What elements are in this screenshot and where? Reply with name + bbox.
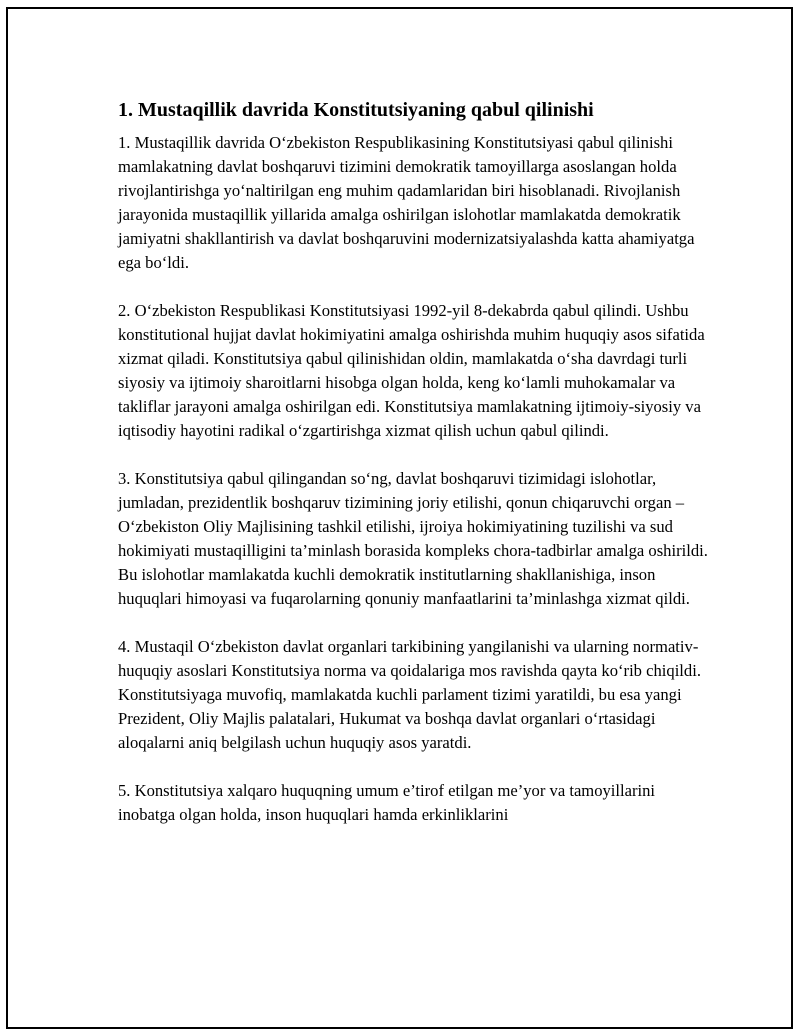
paragraph-5: 5. Konstitutsiya xalqaro huquqning umum e’tirof etilgan me’yor va tamoyillarini inobatga olgan holda, inson huquqlari hamda erkinliklarini	[118, 781, 656, 824]
document-body	[118, 97, 708, 851]
paragraph-2: 2. O‘zbekiston Respublikasi Konstitutsiyasi 1992-yil 8-dekabrda qabul qilindi. Ushbu konstitutional hujjat davlat hokimiyatini amalga oshirishda muhim huquqiy asos sifatida xizmat qiladi. Konstitutsiya qabul qilinishidan oldin, mamlakatda o‘sha davrdagi turli siyosiy va ijtimoiy sharoitlarni hisobga olgan holda, keng ko‘lamli muhokamalar va takliflar jarayoni amalga oshirilgan edi. Konstitutsiya mamlakatning ijtimoiy-siyosiy va iqtisodiy hayotini radikal o‘zgartirishga xizmat qilish uchun qabul qilindi.	[118, 301, 705, 440]
paragraph-1: 1. Mustaqillik davrida O‘zbekiston Respublikasining Konstitutsiyasi qabul qilinishi mamlakatning davlat boshqaruvi tizimini demokratik tamoyillarga asoslangan holda rivojlantirishga yo‘naltirilgan eng muhim qadamlaridan biri hisoblanadi. Rivojlanish jarayonida mustaqillik yillarida amalga oshirilgan islohotlar mamlakatda demokratik jamiyatni shakllantirish va davlat boshqaruvini modernizatsiyalashda katta ahamiyatga ega bo‘ldi.	[118, 133, 695, 272]
page-frame	[6, 7, 793, 1029]
paragraph-4: 4. Mustaqil O‘zbekiston davlat organlari tarkibining yangilanishi va ularning normativ-huquqiy asoslari Konstitutsiya norma va qoidalariga mos ravishda qayta ko‘rib chiqildi. Konstitutsiyaga muvofiq, mamlakatda kuchli parlament tizimi yaratildi, bu esa yangi Prezident, Oliy Majlis palatalari, Hukumat va boshqa davlat organlari o‘rtasidagi aloqalarni aniq belgilash uchun huquqiy asos yaratdi.	[118, 637, 701, 752]
section-heading: 1. Mustaqillik davrida Konstitutsiyaning qabul qilinishi	[118, 99, 594, 121]
paragraph-3: 3. Konstitutsiya qabul qilingandan so‘ng, davlat boshqaruvi tizimidagi islohotlar, jumladan, prezidentlik boshqaruv tizimining joriy etilishi, qonun chiqaruvchi organ – O‘zbekiston Oliy Majlisining tashkil etilishi, ijroiya hokimiyatining tuzilishi va sud hokimiyati mustaqilligini ta’minlash borasida kompleks chora-tadbirlar amalga oshirildi. Bu islohotlar mamlakatda kuchli demokratik institutlarning shakllanishiga, inson huquqlari himoyasi va fuqarolarning qonuniy manfaatlarini ta’minlashga xizmat qildi.	[118, 469, 708, 608]
